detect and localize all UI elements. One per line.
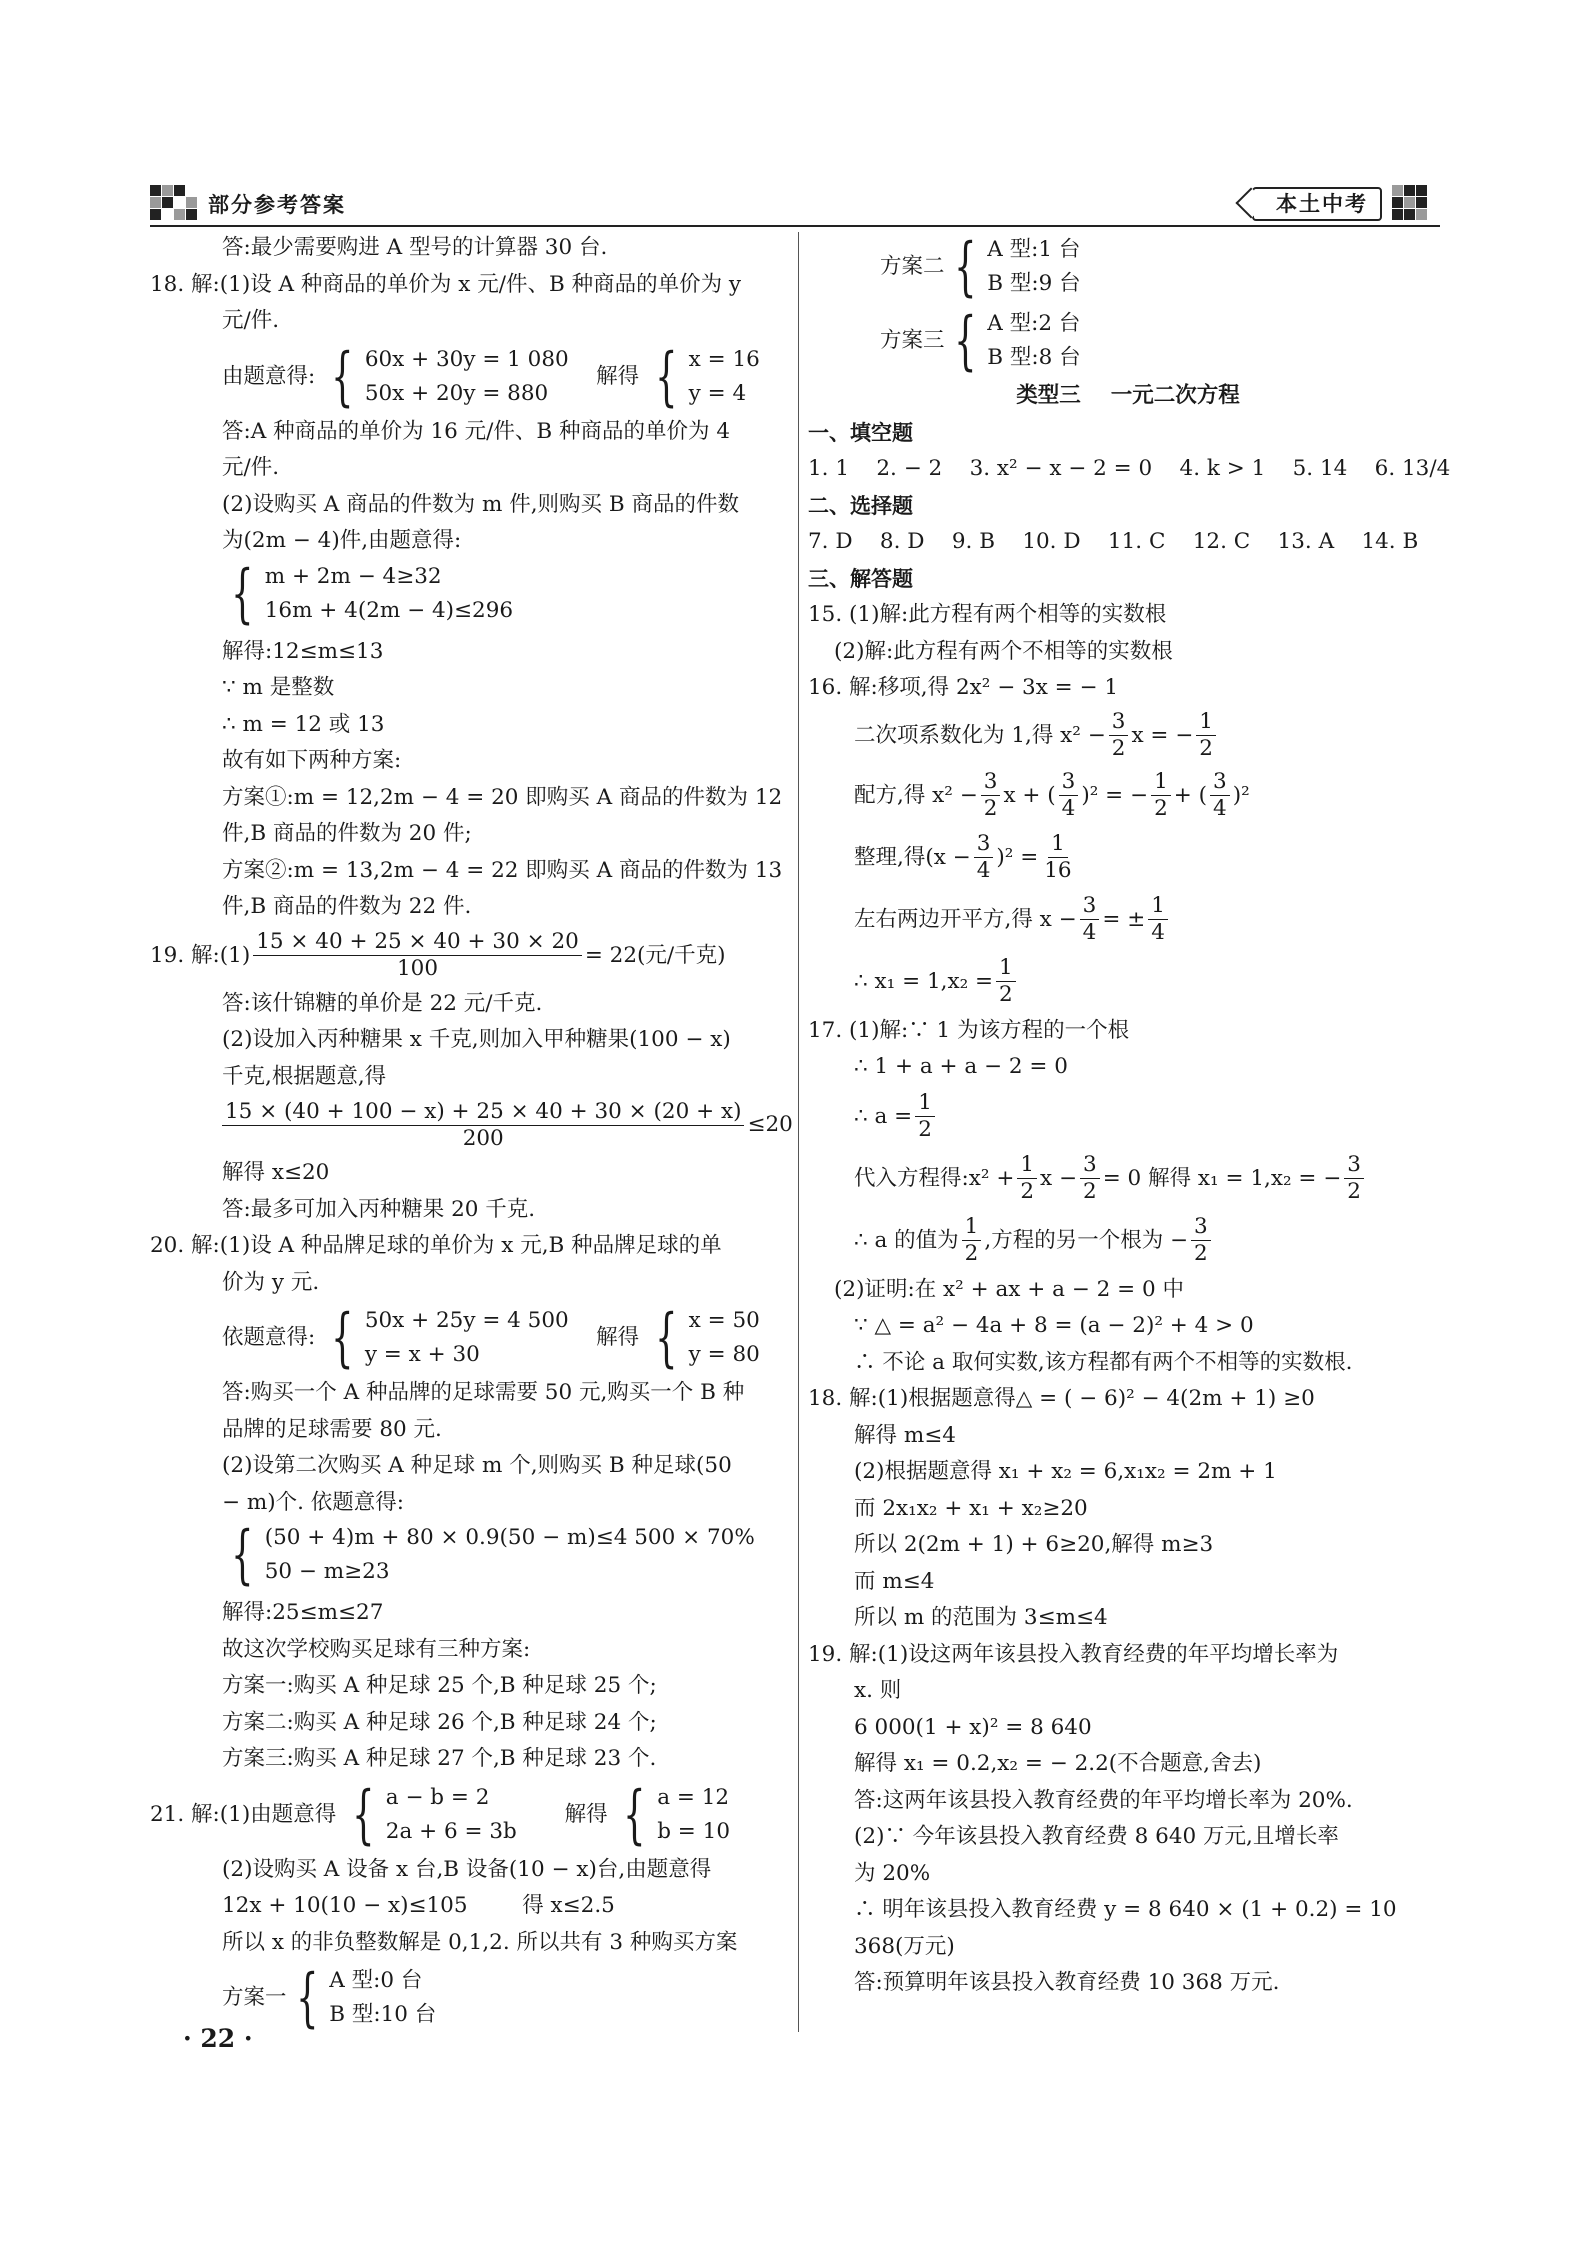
solution-line: 而 2x₁x₂ + x₁ + x₂≥20	[854, 1495, 1088, 1521]
text: x = −	[1131, 722, 1194, 748]
plan-item: A 型:2 台	[987, 311, 1081, 336]
text: ∴ x₁ = 1,x₂ =	[854, 968, 994, 994]
label: 解得	[564, 1801, 608, 1827]
inequality-system-line	[150, 556, 790, 634]
text: )² =	[996, 844, 1039, 870]
numerator: 3	[1080, 1152, 1100, 1179]
plan-system: { A 型:1 台 B 型:9 台	[953, 230, 1081, 304]
fraction	[962, 1214, 982, 1267]
numerator: 1	[1151, 769, 1171, 796]
column-divider	[798, 232, 799, 2032]
question-15-line: (2)解:此方程有两个不相等的实数根	[834, 638, 1173, 664]
section-heading: 一、填空题	[808, 420, 913, 445]
numerator: 3	[1210, 769, 1230, 796]
answer-line: 答:预算明年该县投入教育经费 10 368 万元.	[854, 1970, 1280, 1995]
solution-line: x. 则	[854, 1678, 902, 1703]
inequality-system: { (50 + 4)m + 80 × 0.9(50 − m)≤4 500 × 70% 50 − m≥23	[231, 1518, 755, 1592]
plan-label: 方案三	[880, 328, 945, 353]
solution-line: ∴ 不论 a 取何实数,该方程都有两个不相等的实数根.	[854, 1349, 1353, 1375]
text: = 0 解得 x₁ = 1,x₂ = −	[1102, 1165, 1342, 1191]
solution-line: − m)个. 依题意得:	[222, 1489, 405, 1515]
text: )²	[1232, 782, 1250, 808]
answer-line: 答:该什锦糖的单价是 22 元/千克.	[222, 990, 543, 1016]
equation: b = 10	[657, 1818, 731, 1844]
solution-line: 解得 x₁ = 0.2,x₂ = − 2.2(不合题意,舍去)	[854, 1751, 1262, 1776]
plan-item: B 型:9 台	[987, 271, 1081, 296]
answer-line: 答:购买一个 A 种品牌的足球需要 50 元,购买一个 B 种	[222, 1380, 745, 1405]
solution-line: 而 m≤4	[854, 1568, 935, 1594]
inequality: m + 2m − 4≥32	[264, 563, 442, 589]
equation-system: { a − b = 2 2a + 6 = 3b	[352, 1777, 517, 1852]
fraction	[1041, 831, 1074, 884]
denominator: 2	[1194, 1241, 1208, 1266]
plan-item: A 型:1 台	[987, 237, 1081, 262]
numerator: 15 × 40 + 25 × 40 + 30 × 20	[253, 929, 582, 956]
equation-system: { 50x + 25y = 4 500 y = x + 30	[331, 1301, 569, 1375]
header-right-title: 本土中考	[1252, 187, 1382, 221]
text: 代入方程得:x² +	[854, 1165, 1015, 1191]
solution-line: 12x + 10(10 − x)≤105 得 x≤2.5	[222, 1893, 615, 1918]
equation: x = 16	[688, 346, 760, 372]
solution-line: 解得 x≤20	[222, 1160, 330, 1185]
text: 左右两边开平方,得 x −	[854, 906, 1077, 932]
denominator: 2	[964, 1241, 979, 1266]
fraction	[1059, 769, 1079, 822]
solution-line: 件,B 商品的件数为 20 件;	[222, 821, 472, 846]
numerator: 3	[1344, 1152, 1364, 1179]
solution-line: 解得:12≤m≤13	[222, 638, 384, 664]
fraction	[1017, 1152, 1037, 1205]
solution-line: 方案①:m = 12,2m − 4 = 20 即购买 A 商品的件数为 12	[222, 784, 783, 810]
fraction	[1151, 769, 1171, 822]
label: 解得	[596, 363, 640, 389]
inequality: (50 + 4)m + 80 × 0.9(50 − m)≤4 500 × 70%	[264, 1525, 755, 1550]
plan-line	[808, 304, 1448, 378]
math-line	[808, 889, 1448, 951]
math-line	[808, 951, 1448, 1013]
equation: y = 80	[688, 1342, 760, 1367]
logo-squares-right-icon	[1392, 185, 1440, 221]
fraction	[1148, 893, 1168, 946]
section-type-title: 类型三 一元二次方程	[1016, 383, 1240, 408]
choice-answers: 7. D 8. D 9. B 10. D 11. C 12. C 13. A 14. B	[808, 529, 1419, 554]
left-column	[150, 230, 793, 2035]
label: 解得	[596, 1325, 640, 1350]
logo-squares-left-icon	[150, 185, 198, 221]
denominator: 2	[1020, 1179, 1035, 1204]
header-left-title: 部分参考答案	[208, 193, 346, 217]
solution-line: 件,B 商品的件数为 22 件.	[222, 894, 472, 919]
denominator: 2	[1083, 1179, 1097, 1204]
fraction	[1196, 709, 1216, 762]
question-18-line: 元/件.	[222, 308, 280, 333]
math-line	[808, 827, 1448, 889]
answer-line: 答:A 种商品的单价为 16 元/件、B 种商品的单价为 4	[222, 418, 731, 444]
question-20-line: 价为 y 元.	[222, 1269, 320, 1295]
solution-line: (2)∵ 今年该县投入教育经费 8 640 万元,且增长率	[854, 1824, 1339, 1849]
page-header	[150, 185, 1440, 227]
numerator: 3	[974, 831, 994, 858]
plan-system: { A 型:0 台 B 型:10 台	[295, 1961, 437, 2035]
numerator: 1	[1017, 1152, 1037, 1179]
question-16-line: 16. 解:移项,得 2x² − 3x = − 1	[808, 675, 1119, 700]
numerator: 3	[1191, 1214, 1211, 1241]
math-line	[808, 765, 1448, 827]
solution-line: 方案二:购买 A 种足球 26 个,B 种足球 24 个;	[222, 1709, 657, 1735]
numerator: 3	[1109, 709, 1129, 736]
fraction	[974, 831, 994, 884]
inequality-system: { m + 2m − 4≥32 16m + 4(2m − 4)≤296	[231, 556, 514, 631]
numerator: 15 × (40 + 100 − x) + 25 × 40 + 30 × (20 + x)	[222, 1099, 744, 1126]
equation: 2a + 6 = 3b	[385, 1818, 517, 1844]
denominator: 2	[983, 796, 998, 821]
inequality-system-line	[150, 1518, 790, 1595]
question-18-line: 18. 解:(1)根据题意得△ = ( − 6)² − 4(2m + 1) ≥0	[808, 1386, 1315, 1411]
label: 19. 解:(1)	[150, 942, 251, 968]
text: x −	[1040, 1165, 1078, 1191]
denominator: 2	[1347, 1179, 1361, 1204]
solution-line: ∴ m = 12 或 13	[222, 711, 385, 737]
equation: y = x + 30	[364, 1342, 480, 1367]
solution-line: 解得 m≤4	[854, 1422, 956, 1448]
question-21-line	[150, 1778, 790, 1852]
fraction	[1344, 1152, 1364, 1205]
denominator: 2	[1154, 796, 1168, 821]
text: x + (	[1003, 782, 1056, 808]
label: 由题意得:	[222, 363, 316, 389]
fraction	[222, 1099, 744, 1152]
label: 依题意得:	[222, 1325, 316, 1350]
solution-line: ∴ 明年该县投入教育经费 y = 8 640 × (1 + 0.2) = 10	[854, 1897, 1397, 1922]
denominator: 4	[1061, 796, 1076, 821]
solution-system: { x = 16 y = 4	[655, 339, 760, 414]
solution-line: 所以 m 的范围为 3≤m≤4	[854, 1605, 1108, 1630]
text: ∴ a 的值为	[854, 1227, 959, 1253]
numerator: 3	[981, 769, 1001, 796]
label: 21. 解:(1)由题意得	[150, 1801, 337, 1827]
solution-line: 千克,根据题意,得	[222, 1063, 387, 1089]
denominator: 4	[1151, 920, 1165, 945]
solution-line: (2)设第二次购买 A 种足球 m 个,则购买 B 种足球(50	[222, 1453, 732, 1478]
solution-line: 故有如下两种方案:	[222, 748, 402, 773]
denominator: 2	[918, 1117, 932, 1142]
equation: 50x + 25y = 4 500	[364, 1308, 569, 1333]
plan-system: { A 型:2 台 B 型:8 台	[953, 304, 1081, 378]
fraction-inequality-line	[150, 1095, 793, 1155]
numerator: 1	[962, 1214, 982, 1241]
text: ,方程的另一个根为 −	[984, 1227, 1189, 1253]
fraction	[1080, 893, 1100, 946]
answer-line: 答:最少需要购进 A 型号的计算器 30 台.	[222, 235, 608, 260]
question-19-line: 19. 解:(1)设这两年该县投入教育经费的年平均增长率为	[808, 1641, 1339, 1667]
numerator: 3	[1059, 769, 1079, 796]
solution-line: 为(2m − 4)件,由题意得:	[222, 528, 462, 553]
denominator: 2	[999, 982, 1013, 1007]
answer-line: 答:这两年该县投入教育经费的年平均增长率为 20%.	[854, 1787, 1353, 1813]
solution-line: (2)证明:在 x² + ax + a − 2 = 0 中	[834, 1276, 1184, 1302]
solution-line: 为 20%	[854, 1860, 931, 1886]
fraction	[253, 929, 582, 982]
math-line	[808, 1086, 1448, 1148]
denominator: 4	[1082, 920, 1097, 945]
numerator: 1	[1148, 893, 1168, 920]
solution-line: 方案②:m = 13,2m − 4 = 22 即购买 A 商品的件数为 13	[222, 857, 783, 883]
answer-line: 元/件.	[222, 455, 280, 480]
solution-line: ∵ m 是整数	[222, 675, 335, 700]
text: )² = −	[1081, 782, 1149, 808]
header-rule	[150, 225, 1440, 227]
equation: 60x + 30y = 1 080	[364, 346, 569, 372]
question-17-line: 17. (1)解:∵ 1 为该方程的一个根	[808, 1017, 1130, 1043]
fraction	[1191, 1214, 1211, 1267]
text: = ±	[1102, 906, 1146, 932]
question-19-line	[150, 926, 790, 986]
solution-line: 方案一:购买 A 种足球 25 个,B 种足球 25 个;	[222, 1673, 657, 1698]
solution-line: 所以 x 的非负整数解是 0,1,2. 所以共有 3 种购买方案	[222, 1929, 738, 1955]
inequality: 16m + 4(2m − 4)≤296	[264, 597, 514, 623]
result: = 22(元/千克)	[584, 942, 726, 968]
equation-system-line	[150, 1301, 790, 1375]
solution-line: 解得:25≤m≤27	[222, 1600, 384, 1625]
solution-line: 368(万元)	[854, 1933, 955, 1959]
equation: a − b = 2	[385, 1784, 490, 1810]
right-column	[808, 230, 1451, 2002]
text: + (	[1173, 782, 1207, 808]
solution-line: 所以 2(2m + 1) + 6≥20,解得 m≥3	[854, 1532, 1214, 1557]
numerator: 1	[915, 1090, 935, 1117]
equation-system-line	[150, 340, 790, 414]
solution-line: 故这次学校购买足球有三种方案:	[222, 1636, 531, 1662]
solution-line: (2)设购买 A 商品的件数为 m 件,则购买 B 商品的件数	[222, 491, 740, 517]
solution-system: { x = 50 y = 80	[655, 1301, 760, 1375]
plan-label: 方案一	[222, 1985, 287, 2010]
denominator: 2	[1199, 736, 1213, 761]
solution-line: 6 000(1 + x)² = 8 640	[854, 1714, 1092, 1740]
plan-item: B 型:8 台	[987, 345, 1081, 370]
fill-answers: 1. 1 2. − 2 3. x² − x − 2 = 0 4. k > 1 5. 14 6. 13/4	[808, 456, 1451, 481]
denominator: 2	[1111, 736, 1126, 761]
equation: a = 12	[657, 1784, 730, 1810]
answer-line: 品牌的足球需要 80 元.	[222, 1416, 442, 1442]
numerator: 1	[996, 955, 1016, 982]
fraction	[1080, 1152, 1100, 1205]
plan-item: B 型:10 台	[329, 2002, 437, 2027]
inequality: 50 − m≥23	[264, 1559, 390, 1584]
fraction	[996, 955, 1016, 1008]
question-15-line: 15. (1)解:此方程有两个相等的实数根	[808, 602, 1167, 627]
page-number: · 22 ·	[183, 2024, 253, 2053]
plan-label: 方案二	[880, 254, 945, 279]
solution-line: ∴ 1 + a + a − 2 = 0	[854, 1054, 1068, 1079]
section-heading: 三、解答题	[808, 566, 913, 591]
equation: 50x + 20y = 880	[364, 380, 549, 406]
section-heading: 二、选择题	[808, 493, 913, 518]
denominator: 200	[462, 1125, 504, 1151]
denominator: 4	[976, 858, 991, 883]
denominator: 100	[397, 956, 439, 981]
solution-line: 方案三:购买 A 种足球 27 个,B 种足球 23 个.	[222, 1746, 657, 1771]
math-line	[808, 707, 1448, 765]
text: 整理,得(x −	[854, 844, 971, 870]
question-18-line: 18. 解:(1)设 A 种商品的单价为 x 元/件、B 种商品的单价为 y	[150, 271, 742, 297]
solution-system: { a = 12 b = 10	[623, 1777, 731, 1852]
equation: y = 4	[688, 380, 747, 406]
math-line	[808, 1210, 1448, 1272]
text: 配方,得 x² −	[854, 782, 978, 808]
solution-line: (2)设购买 A 设备 x 台,B 设备(10 − x)台,由题意得	[222, 1856, 712, 1882]
plan-item: A 型:0 台	[329, 1968, 423, 1993]
denominator: 16	[1044, 858, 1072, 883]
solution-line: (2)设加入丙种糖果 x 千克,则加入甲种糖果(100 − x)	[222, 1027, 731, 1052]
equation: x = 50	[688, 1308, 760, 1333]
numerator: 3	[1080, 893, 1100, 920]
denominator: 4	[1213, 796, 1227, 821]
text: 二次项系数化为 1,得 x² −	[854, 722, 1106, 748]
text: ∴ a =	[854, 1103, 913, 1129]
question-20-line: 20. 解:(1)设 A 种品牌足球的单价为 x 元,B 种品牌足球的单	[150, 1233, 722, 1258]
fraction	[1210, 769, 1230, 822]
result: ≤20	[747, 1112, 793, 1137]
solution-line: (2)根据题意得 x₁ + x₂ = 6,x₁x₂ = 2m + 1	[854, 1459, 1277, 1484]
math-line	[808, 1148, 1448, 1210]
answer-line: 答:最多可加入丙种糖果 20 千克.	[222, 1196, 536, 1222]
plan-line	[808, 230, 1448, 304]
fraction	[981, 769, 1001, 822]
numerator: 1	[1048, 831, 1068, 858]
equation-system: { 60x + 30y = 1 080 50x + 20y = 880	[331, 339, 569, 414]
fraction	[1109, 709, 1129, 762]
numerator: 1	[1196, 709, 1216, 736]
solution-line: ∵ △ = a² − 4a + 8 = (a − 2)² + 4 > 0	[854, 1313, 1254, 1338]
fraction	[915, 1090, 935, 1143]
